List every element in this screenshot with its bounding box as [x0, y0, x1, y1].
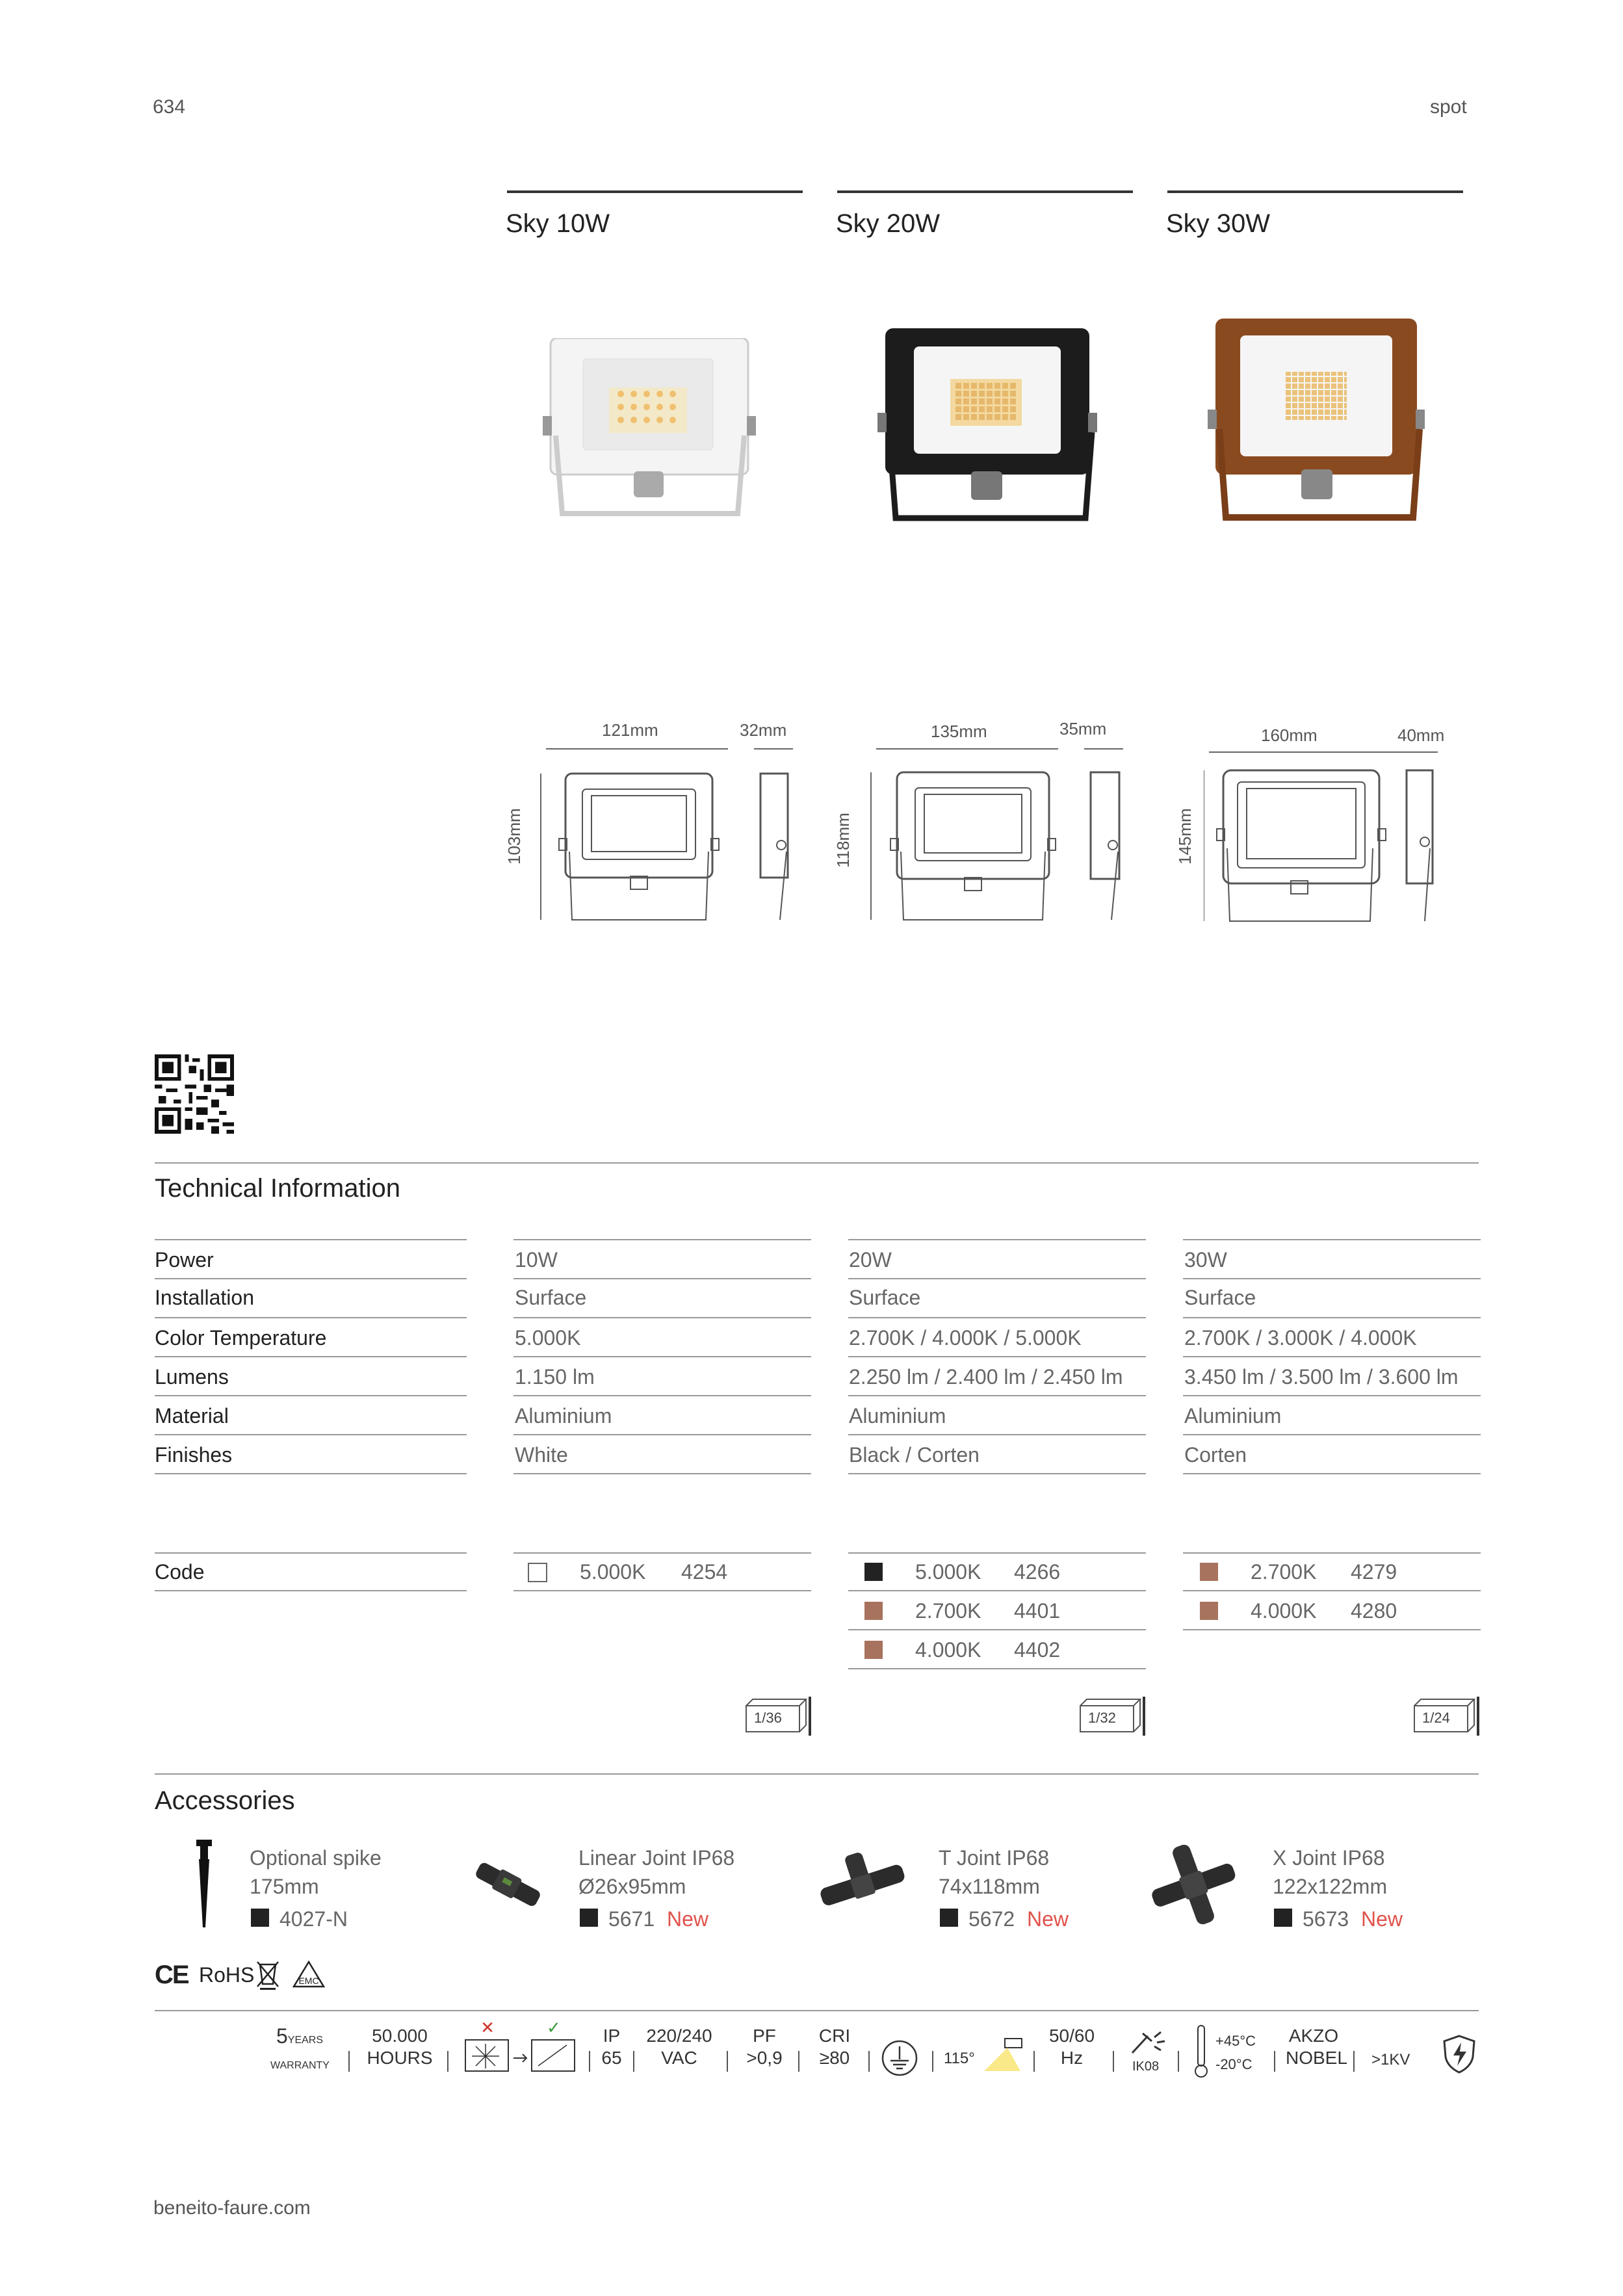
divider [589, 2051, 590, 2072]
cri-label: CRI [818, 2026, 851, 2046]
code-number: 4279 [1351, 1560, 1397, 1584]
enec-mark-icon [291, 1959, 326, 1989]
pack-quantity: 1/24 [1422, 1710, 1450, 1726]
x-joint-icon [1148, 1842, 1239, 1927]
table-rule [848, 1473, 1146, 1474]
code-number: 4266 [1014, 1560, 1061, 1584]
surge-protection-value: >1KV [1371, 2051, 1410, 2068]
spec-value: 2.700K / 3.000K / 4.000K [1184, 1326, 1417, 1350]
thermometer-icon [1192, 2023, 1210, 2079]
qr-code[interactable] [155, 1054, 234, 1134]
code-number: 4402 [1014, 1638, 1061, 1662]
voltage-value: 220/240 [646, 2026, 712, 2046]
section-title: Technical Information [155, 1174, 400, 1203]
accessory-size: Ø26x95mm [578, 1875, 686, 1898]
spec-label: Color Temperature [155, 1326, 327, 1350]
table-rule [848, 1590, 1146, 1591]
frequency-value: 50/60 [1048, 2026, 1095, 2046]
spec-value: 10W [515, 1248, 558, 1272]
divider [633, 2051, 634, 2072]
table-rule [1183, 1473, 1481, 1474]
ce-mark: CE [155, 1961, 188, 1989]
divider [798, 2051, 799, 2072]
product-title: Sky 30W [1166, 209, 1271, 238]
ground-icon [880, 2039, 919, 2078]
accessory-size: 74x118mm [939, 1875, 1040, 1898]
accessory-name: Optional spike [250, 1846, 382, 1870]
table-rule [155, 1317, 467, 1318]
divider [868, 2051, 870, 2072]
table-rule [513, 1239, 811, 1240]
table-rule [1183, 1317, 1481, 1318]
table-rule [513, 1278, 811, 1279]
t-joint-icon [816, 1847, 907, 1919]
finish-swatch [864, 1602, 883, 1620]
product-photo-30w [1208, 319, 1435, 533]
svg-text:✓: ✓ [547, 2020, 561, 2037]
voltage-rating [643, 2025, 715, 2069]
spec-value: 1.150 lm [515, 1365, 595, 1389]
finish-swatch [1274, 1909, 1292, 1927]
table-rule [1183, 1395, 1481, 1396]
spec-value: Aluminium [515, 1404, 612, 1428]
new-badge: New [667, 1907, 709, 1931]
finish-swatch [251, 1909, 269, 1927]
table-rule [1183, 1434, 1481, 1435]
table-rule [513, 1317, 811, 1318]
table-rule [848, 1434, 1146, 1435]
dim-width: 135mm [931, 722, 987, 741]
spec-value: Surface [849, 1286, 921, 1309]
pf-value: >0,9 [746, 2048, 783, 2068]
product-rule [507, 190, 803, 193]
table-rule [848, 1239, 1146, 1240]
product-title: Sky 10W [506, 209, 610, 238]
table-rule [848, 1552, 1146, 1554]
temperature-range [1215, 2029, 1256, 2076]
glass-safety-icon [463, 2020, 580, 2075]
accessory-name: X Joint IP68 [1273, 1846, 1385, 1870]
table-rule [155, 1356, 467, 1357]
divider [932, 2051, 933, 2072]
code-number: 4254 [681, 1560, 728, 1584]
finish-swatch [580, 1909, 598, 1927]
spec-label: Lumens [155, 1365, 229, 1389]
table-rule [848, 1629, 1146, 1630]
code-temp: 5.000K [580, 1560, 646, 1584]
divider [348, 2051, 350, 2072]
divider [1178, 2051, 1179, 2072]
accessory-size: 175mm [250, 1875, 319, 1898]
svg-text:✕: ✕ [480, 2020, 495, 2037]
table-rule [155, 1590, 467, 1591]
table-rule [513, 1590, 811, 1591]
dim-height: 103mm [504, 808, 524, 865]
spec-value: 30W [1184, 1248, 1227, 1272]
table-rule [155, 1552, 467, 1554]
dim-depth: 35mm [1059, 719, 1107, 738]
linear-joint-icon [469, 1858, 547, 1910]
spec-label: Finishes [155, 1443, 233, 1467]
spec-label: Installation [155, 1286, 254, 1309]
spec-value: 20W [849, 1248, 892, 1272]
svg-text:EMC: EMC [298, 1976, 319, 1986]
divider [1113, 2051, 1114, 2072]
divider [1353, 2051, 1355, 2072]
accessory-size: 122x122mm [1273, 1875, 1388, 1898]
table-rule [155, 1239, 467, 1240]
table-rule [155, 1395, 467, 1396]
section-rule [155, 2010, 1479, 2011]
power-factor [740, 2025, 789, 2069]
table-rule [848, 1317, 1146, 1318]
spec-value: Black / Corten [849, 1443, 980, 1467]
section-title: Accessories [155, 1786, 295, 1815]
table-rule [1183, 1278, 1481, 1279]
dimension-drawing-30w [1204, 751, 1477, 926]
code-temp: 4.000K [915, 1638, 981, 1662]
dim-depth: 40mm [1397, 725, 1445, 745]
page-number: 634 [153, 96, 186, 118]
warranty-label: WARRANTY [270, 2060, 330, 2071]
beam-angle-icon [981, 2035, 1024, 2074]
lifetime-hours [364, 2025, 435, 2069]
spec-value: 5.000K [515, 1326, 581, 1350]
table-rule [848, 1395, 1146, 1396]
pack-quantity: 1/36 [754, 1710, 782, 1726]
code-temp: 2.700K [1251, 1560, 1317, 1584]
spec-value: Aluminium [1184, 1404, 1282, 1428]
warranty-years-number: 5 [276, 2024, 288, 2048]
frequency-rating [1043, 2025, 1101, 2069]
temp-min: -20°C [1215, 2056, 1253, 2072]
pack-quantity: 1/32 [1088, 1710, 1116, 1726]
akzo-label: AKZO [1288, 2026, 1339, 2046]
spec-value: White [515, 1443, 568, 1467]
rohs-mark: RoHS [199, 1963, 255, 1987]
warranty-badge [270, 2025, 329, 2077]
table-rule [513, 1356, 811, 1357]
finish-swatch [940, 1909, 958, 1927]
akzo-nobel-badge [1286, 2025, 1347, 2069]
spec-value: Surface [515, 1286, 587, 1309]
accessory-name: T Joint IP68 [939, 1846, 1050, 1870]
table-rule [155, 1434, 467, 1435]
product-photo-20w [877, 328, 1105, 530]
accessory-code: 5672 [968, 1907, 1015, 1931]
beam-angle-value: 115° [944, 2050, 975, 2067]
ik-rating: IK08 [1132, 2059, 1160, 2074]
ip-rating [597, 2025, 627, 2069]
table-rule [513, 1395, 811, 1396]
voltage-unit: VAC [661, 2048, 697, 2068]
hours-value: 50.000 [372, 2026, 428, 2046]
cri-value: ≥80 [819, 2048, 850, 2068]
table-rule [155, 1278, 467, 1279]
spec-label: Material [155, 1404, 229, 1428]
section-rule [155, 1773, 1479, 1775]
temp-max: +45°C [1215, 2033, 1256, 2049]
dim-width: 121mm [602, 720, 658, 740]
spec-label: Power [155, 1248, 214, 1272]
table-rule [848, 1356, 1146, 1357]
warranty-years-label: YEARS [287, 2035, 324, 2046]
code-number: 4280 [1351, 1599, 1397, 1623]
new-badge: New [1361, 1907, 1403, 1931]
dimension-drawing-10w [533, 748, 806, 923]
frequency-unit: Hz [1060, 2048, 1084, 2068]
accessory-code: 5671 [608, 1907, 655, 1931]
ip-value: 65 [601, 2048, 622, 2068]
code-number: 4401 [1014, 1599, 1061, 1623]
code-temp: 5.000K [915, 1560, 981, 1584]
dim-width: 160mm [1261, 725, 1318, 745]
website-link[interactable]: beneito-faure.com [153, 2197, 311, 2219]
section-name: spot [1430, 96, 1467, 118]
accessory-name: Linear Joint IP68 [578, 1846, 735, 1870]
nobel-label: NOBEL [1286, 2048, 1347, 2068]
table-rule [513, 1552, 811, 1554]
dim-height: 145mm [1175, 808, 1195, 865]
finish-swatch [528, 1563, 547, 1582]
finish-swatch [864, 1641, 883, 1659]
table-rule [155, 1473, 467, 1474]
hammer-impact-icon [1128, 2029, 1167, 2055]
finish-swatch [1200, 1563, 1218, 1581]
product-rule [1167, 190, 1463, 193]
spec-value: 2.250 lm / 2.400 lm / 2.450 lm [849, 1365, 1123, 1389]
divider [727, 2051, 728, 2072]
table-rule [1183, 1552, 1481, 1554]
section-rule [155, 1162, 1479, 1164]
cri-rating [810, 2025, 859, 2069]
code-temp: 2.700K [915, 1599, 981, 1623]
dim-depth: 32mm [740, 720, 787, 740]
spec-value: Aluminium [849, 1404, 946, 1428]
table-rule [1183, 1239, 1481, 1240]
table-rule [1183, 1356, 1481, 1357]
ip-label: IP [603, 2026, 621, 2046]
pf-label: PF [753, 2026, 776, 2046]
accessory-code: 5673 [1303, 1907, 1349, 1931]
code-temp: 4.000K [1251, 1599, 1317, 1623]
spec-value: 3.450 lm / 3.500 lm / 3.600 lm [1184, 1365, 1459, 1389]
product-photo-10w [543, 338, 764, 527]
code-label: Code [155, 1560, 205, 1584]
accessory-code: 4027-N [279, 1907, 348, 1931]
table-rule [1183, 1629, 1481, 1630]
table-rule [1183, 1590, 1481, 1591]
product-rule [837, 190, 1133, 193]
dim-height: 118mm [833, 813, 853, 868]
spec-value: Corten [1184, 1443, 1247, 1467]
surge-shield-icon [1442, 2033, 1477, 2074]
dimension-drawing-20w [863, 748, 1136, 923]
table-rule [513, 1473, 811, 1474]
table-rule [848, 1278, 1146, 1279]
divider [447, 2051, 448, 2072]
product-title: Sky 20W [836, 209, 941, 238]
spike-icon [192, 1840, 216, 1931]
new-badge: New [1027, 1907, 1069, 1931]
spec-value: Surface [1184, 1286, 1256, 1309]
table-rule [513, 1434, 811, 1435]
spec-value: 2.700K / 4.000K / 5.000K [849, 1326, 1082, 1350]
divider [1274, 2051, 1275, 2072]
hours-label: HOURS [367, 2048, 433, 2068]
weee-bin-icon [255, 1958, 281, 1990]
finish-swatch [864, 1563, 883, 1581]
finish-swatch [1200, 1602, 1218, 1620]
divider [1033, 2051, 1035, 2072]
table-rule [848, 1668, 1146, 1669]
